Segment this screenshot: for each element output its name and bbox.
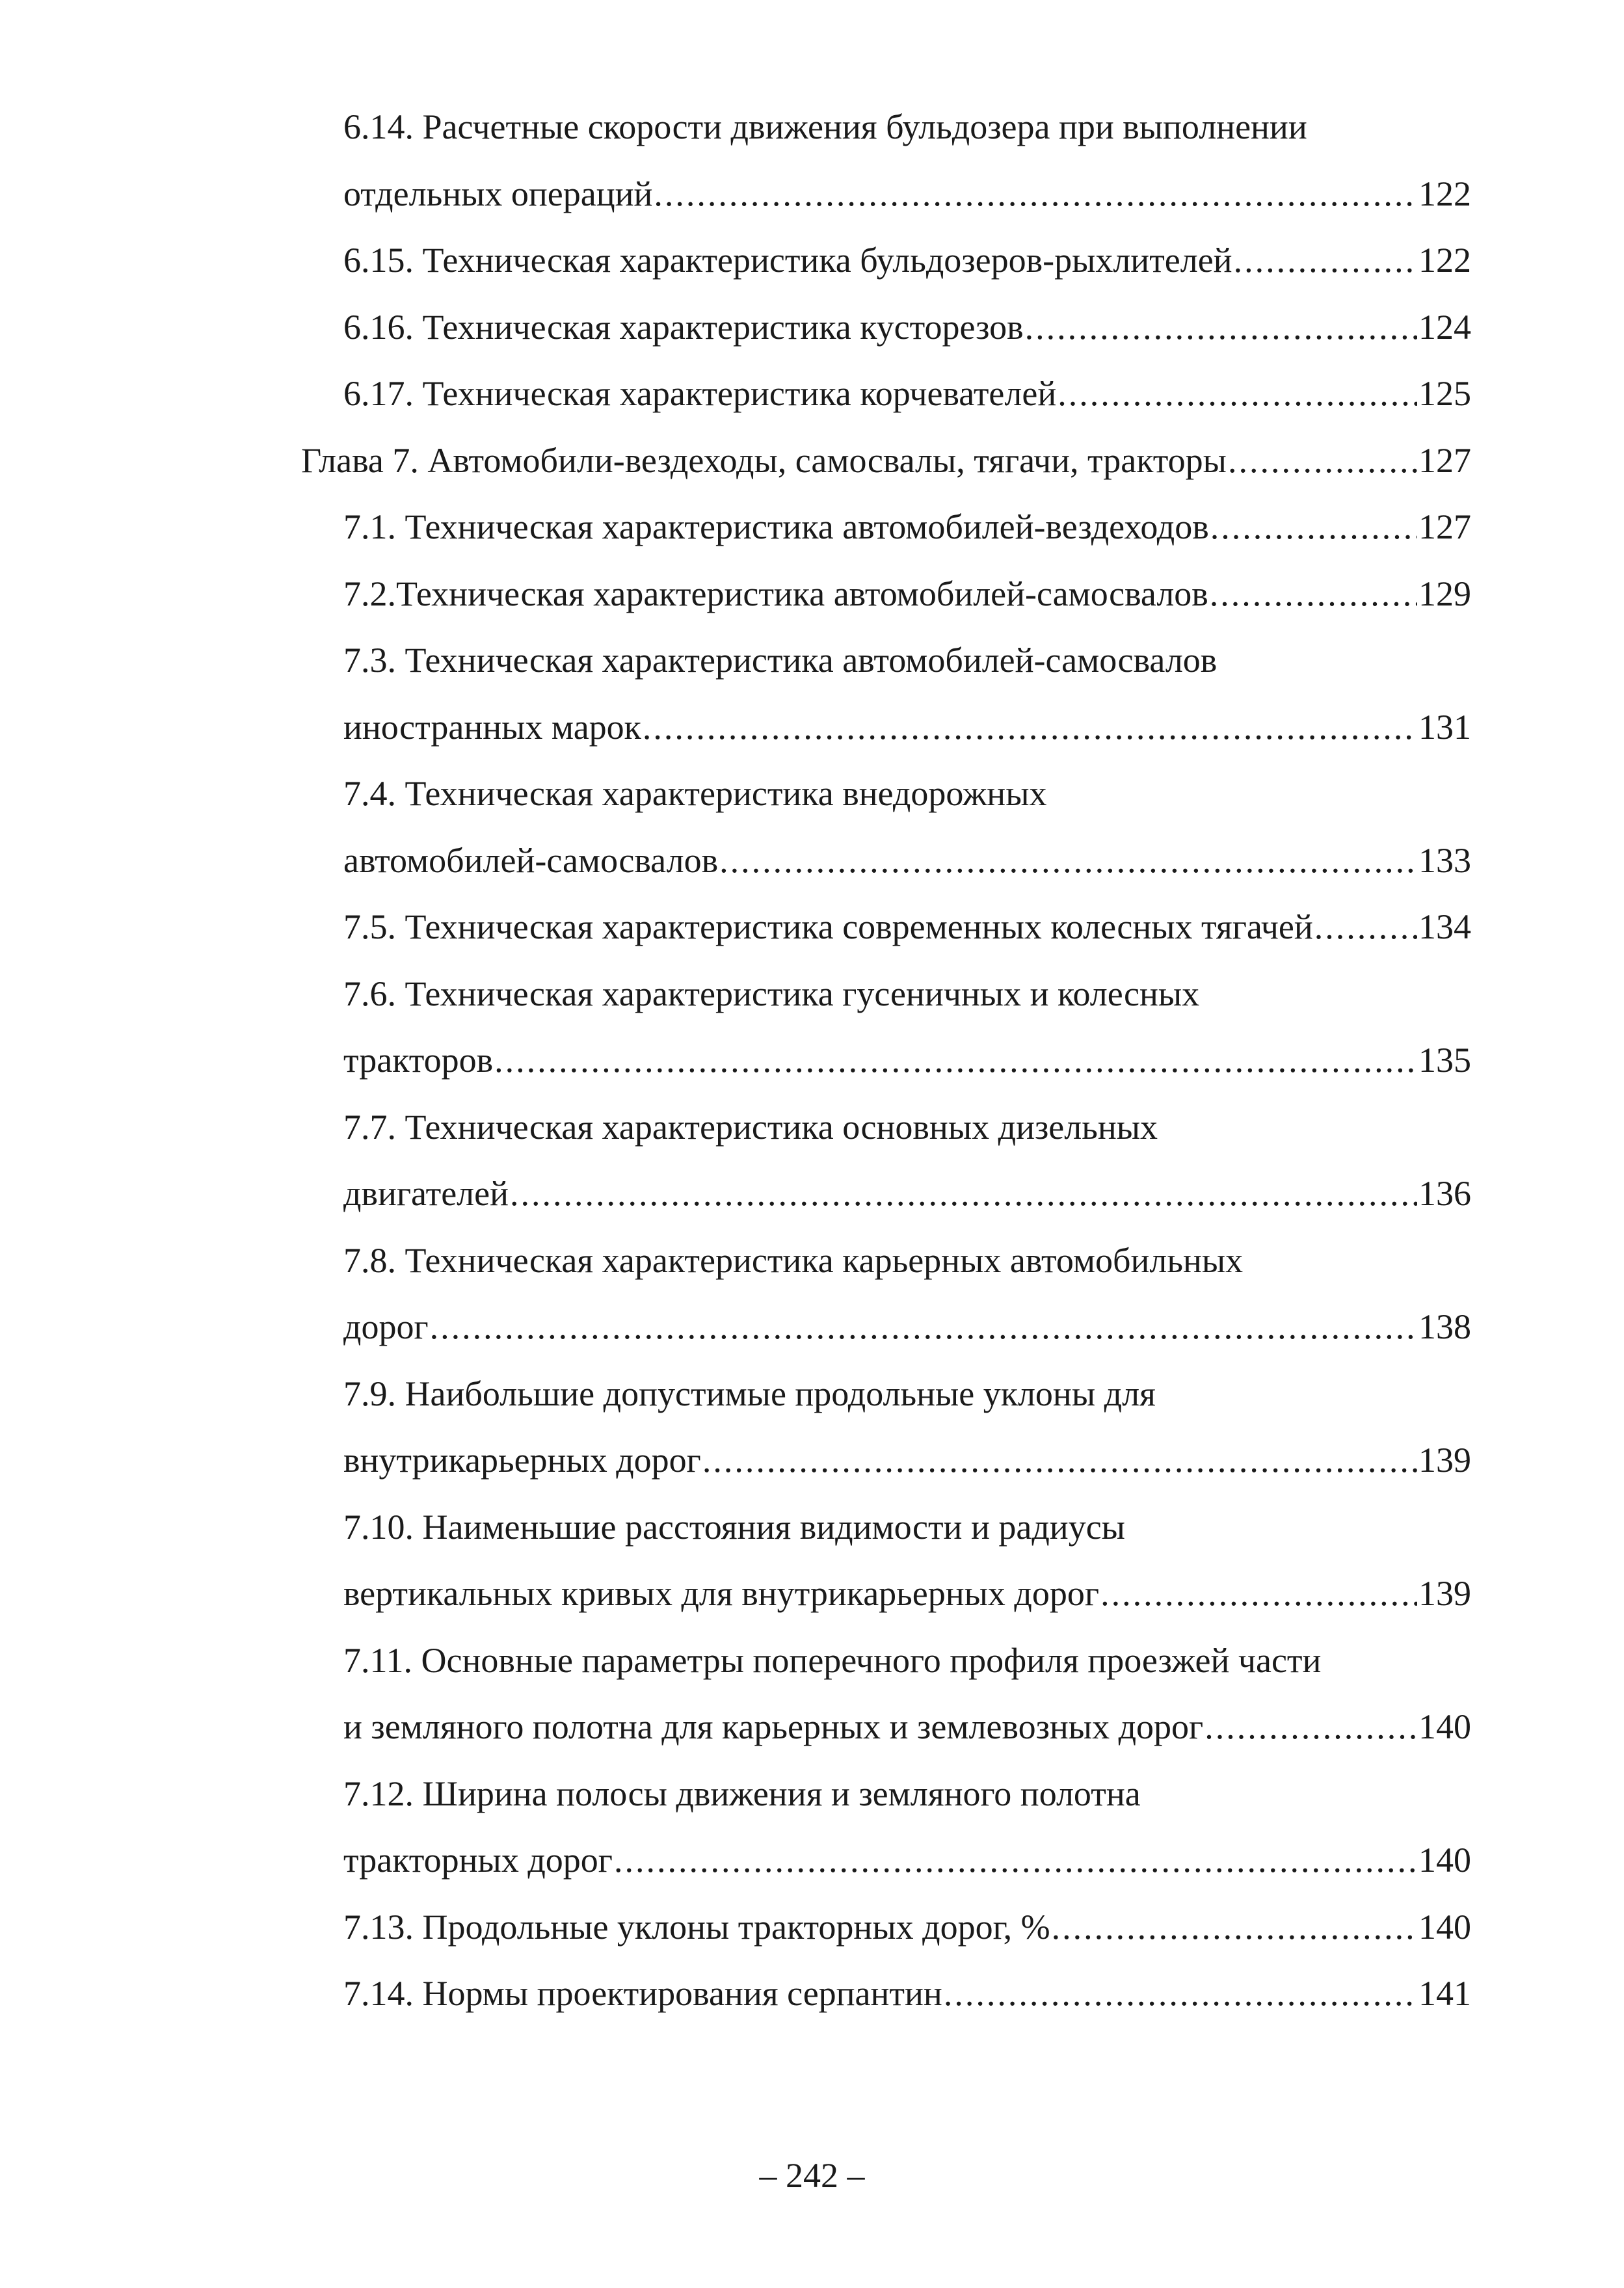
toc-line: [343, 1095, 1471, 1160]
toc-line: [343, 161, 1471, 226]
toc-entry-page: 139: [1418, 1441, 1471, 1480]
toc-line: [343, 561, 1471, 626]
toc-entry-title: 7.14. Нормы проектирования серпантин: [343, 1974, 942, 2013]
toc-line: [343, 361, 1471, 426]
toc-entry-page: 124: [1418, 307, 1471, 347]
toc-line: [343, 894, 1471, 959]
toc-entry-title: 6.15. Техническая характеристика бульдозеров-рыхлителей: [343, 241, 1232, 280]
toc-leader-dots: [1052, 1895, 1417, 1960]
toc-entry-page: 129: [1418, 574, 1471, 613]
toc-entry-page: 133: [1418, 840, 1471, 880]
toc-entry-title: 7.4. Техническая характеристика внедорожных: [343, 774, 1047, 813]
toc-entry-title: 7.8. Техническая характеристика карьерных автомобильных: [343, 1240, 1244, 1280]
toc-entry-title: Глава 7. Автомобили-вездеходы, самосвалы, тягачи, тракторы: [301, 440, 1227, 480]
toc-leader-dots: [719, 828, 1417, 893]
toc-leader-dots: [510, 1161, 1417, 1226]
toc-entry-page: 127: [1418, 440, 1471, 480]
toc-leader-dots: [494, 1028, 1417, 1093]
toc-leader-dots: [702, 1428, 1417, 1493]
toc-entry-page: 131: [1418, 707, 1471, 747]
toc-leader-dots: [1058, 361, 1417, 426]
page-number: – 242 –: [759, 2156, 865, 2195]
toc-line: [343, 1428, 1471, 1493]
toc-line: [343, 761, 1471, 826]
toc-line: [343, 961, 1471, 1026]
toc-leader-dots: [1314, 894, 1417, 959]
toc-entry-page: 127: [1418, 507, 1471, 546]
toc-line: [343, 1761, 1471, 1826]
toc-entry-title: тракторов: [343, 1041, 494, 1080]
toc-entry-title: отдельных операций: [343, 174, 653, 213]
toc-line: [343, 828, 1471, 893]
toc-entry-page: 122: [1418, 241, 1471, 280]
toc-line: [343, 1895, 1471, 1960]
toc-entry-title: и земляного полотна для карьерных и землевозных дорог: [343, 1707, 1204, 1746]
toc-entry-title: тракторных дорог: [343, 1841, 613, 1880]
toc-entry-title: 7.2.Техническая характеристика автомобилей-самосвалов: [343, 574, 1208, 613]
toc-line: [343, 1361, 1471, 1426]
toc-entry-title: 7.11. Основные параметры поперечного профиля проезжей части: [343, 1640, 1322, 1680]
toc-line: [343, 1628, 1471, 1693]
toc-entry-title: 7.3. Техническая характеристика автомобилей-самосвалов: [343, 641, 1218, 680]
toc-leader-dots: [1100, 1561, 1417, 1626]
toc-leader-dots: [654, 161, 1417, 226]
toc-entry-title: 7.6. Техническая характеристика гусеничных и колесных: [343, 974, 1200, 1013]
toc-leader-dots: [643, 695, 1417, 760]
toc-entry-page: 138: [1418, 1307, 1471, 1346]
toc-line: [343, 1161, 1471, 1226]
toc-entry-title: внутрикарьерных дорог: [343, 1441, 701, 1480]
toc-leader-dots: [1210, 561, 1417, 626]
toc-leader-dots: [430, 1294, 1417, 1359]
toc-line: [343, 1028, 1471, 1093]
toc-line: [343, 1561, 1471, 1626]
toc-entry-title: 7.5. Техническая характеристика современных колесных тягачей: [343, 907, 1313, 946]
toc-line: [343, 295, 1471, 360]
toc-leader-dots: [614, 1828, 1417, 1893]
toc-entry-page: 140: [1418, 1707, 1471, 1746]
toc-leader-dots: [944, 1961, 1417, 2026]
toc-entry-page: 141: [1418, 1974, 1471, 2013]
toc-leader-dots: [1025, 295, 1417, 360]
toc-line: [343, 94, 1471, 159]
toc-entry-page: 140: [1418, 1907, 1471, 1947]
toc-entry-page: 125: [1418, 374, 1471, 413]
toc-entry-title: 7.9. Наибольшие допустимые продольные уклоны для: [343, 1374, 1156, 1413]
toc-line: [343, 1694, 1471, 1759]
toc-entry-title: 6.17. Техническая характеристика корчевателей: [343, 374, 1057, 413]
toc-line: [343, 628, 1471, 693]
toc-entry-page: 122: [1418, 174, 1471, 213]
toc-entry-title: двигателей: [343, 1174, 509, 1213]
toc-line: [343, 228, 1471, 293]
toc-leader-dots: [1234, 228, 1417, 293]
toc-leader-dots: [1210, 494, 1417, 559]
toc-entry-page: 134: [1418, 907, 1471, 946]
toc-entry-title: 7.10. Наименьшие расстояния видимости и радиусы: [343, 1507, 1125, 1547]
toc-entry-title: 7.12. Ширина полосы движения и земляного полотна: [343, 1774, 1141, 1813]
toc-line: [343, 1961, 1471, 2026]
toc-entry-title: дорог: [343, 1307, 429, 1346]
toc-leader-dots: [1228, 428, 1417, 493]
toc-line: [343, 1828, 1471, 1893]
toc-line: [343, 695, 1471, 760]
toc-entry-title: 6.16. Техническая характеристика кусторезов: [343, 307, 1024, 347]
toc-entry-title: 6.14. Расчетные скорости движения бульдозера при выполнении: [343, 107, 1307, 146]
toc-entry-title: иностранных марок: [343, 707, 641, 747]
toc-entry-page: 135: [1418, 1041, 1471, 1080]
toc-entry-page: 139: [1418, 1574, 1471, 1613]
toc-line: [301, 428, 1471, 493]
toc-entry-title: 7.13. Продольные уклоны тракторных дорог, %: [343, 1907, 1050, 1947]
toc-line: [343, 1495, 1471, 1560]
toc-entry-page: 140: [1418, 1841, 1471, 1880]
toc-line: [343, 1228, 1471, 1293]
toc-entry-title: автомобилей-самосвалов: [343, 840, 719, 880]
toc-line: [343, 494, 1471, 559]
toc-entry-title: 7.7. Техническая характеристика основных дизельных: [343, 1107, 1158, 1147]
toc-entry-title: 7.1. Техническая характеристика автомобилей-вездеходов: [343, 507, 1209, 546]
toc-line: [343, 1294, 1471, 1359]
toc-entry-page: 136: [1418, 1174, 1471, 1213]
toc-entry-title: вертикальных кривых для внутрикарьерных дорог: [343, 1574, 1100, 1613]
toc-leader-dots: [1205, 1694, 1417, 1759]
